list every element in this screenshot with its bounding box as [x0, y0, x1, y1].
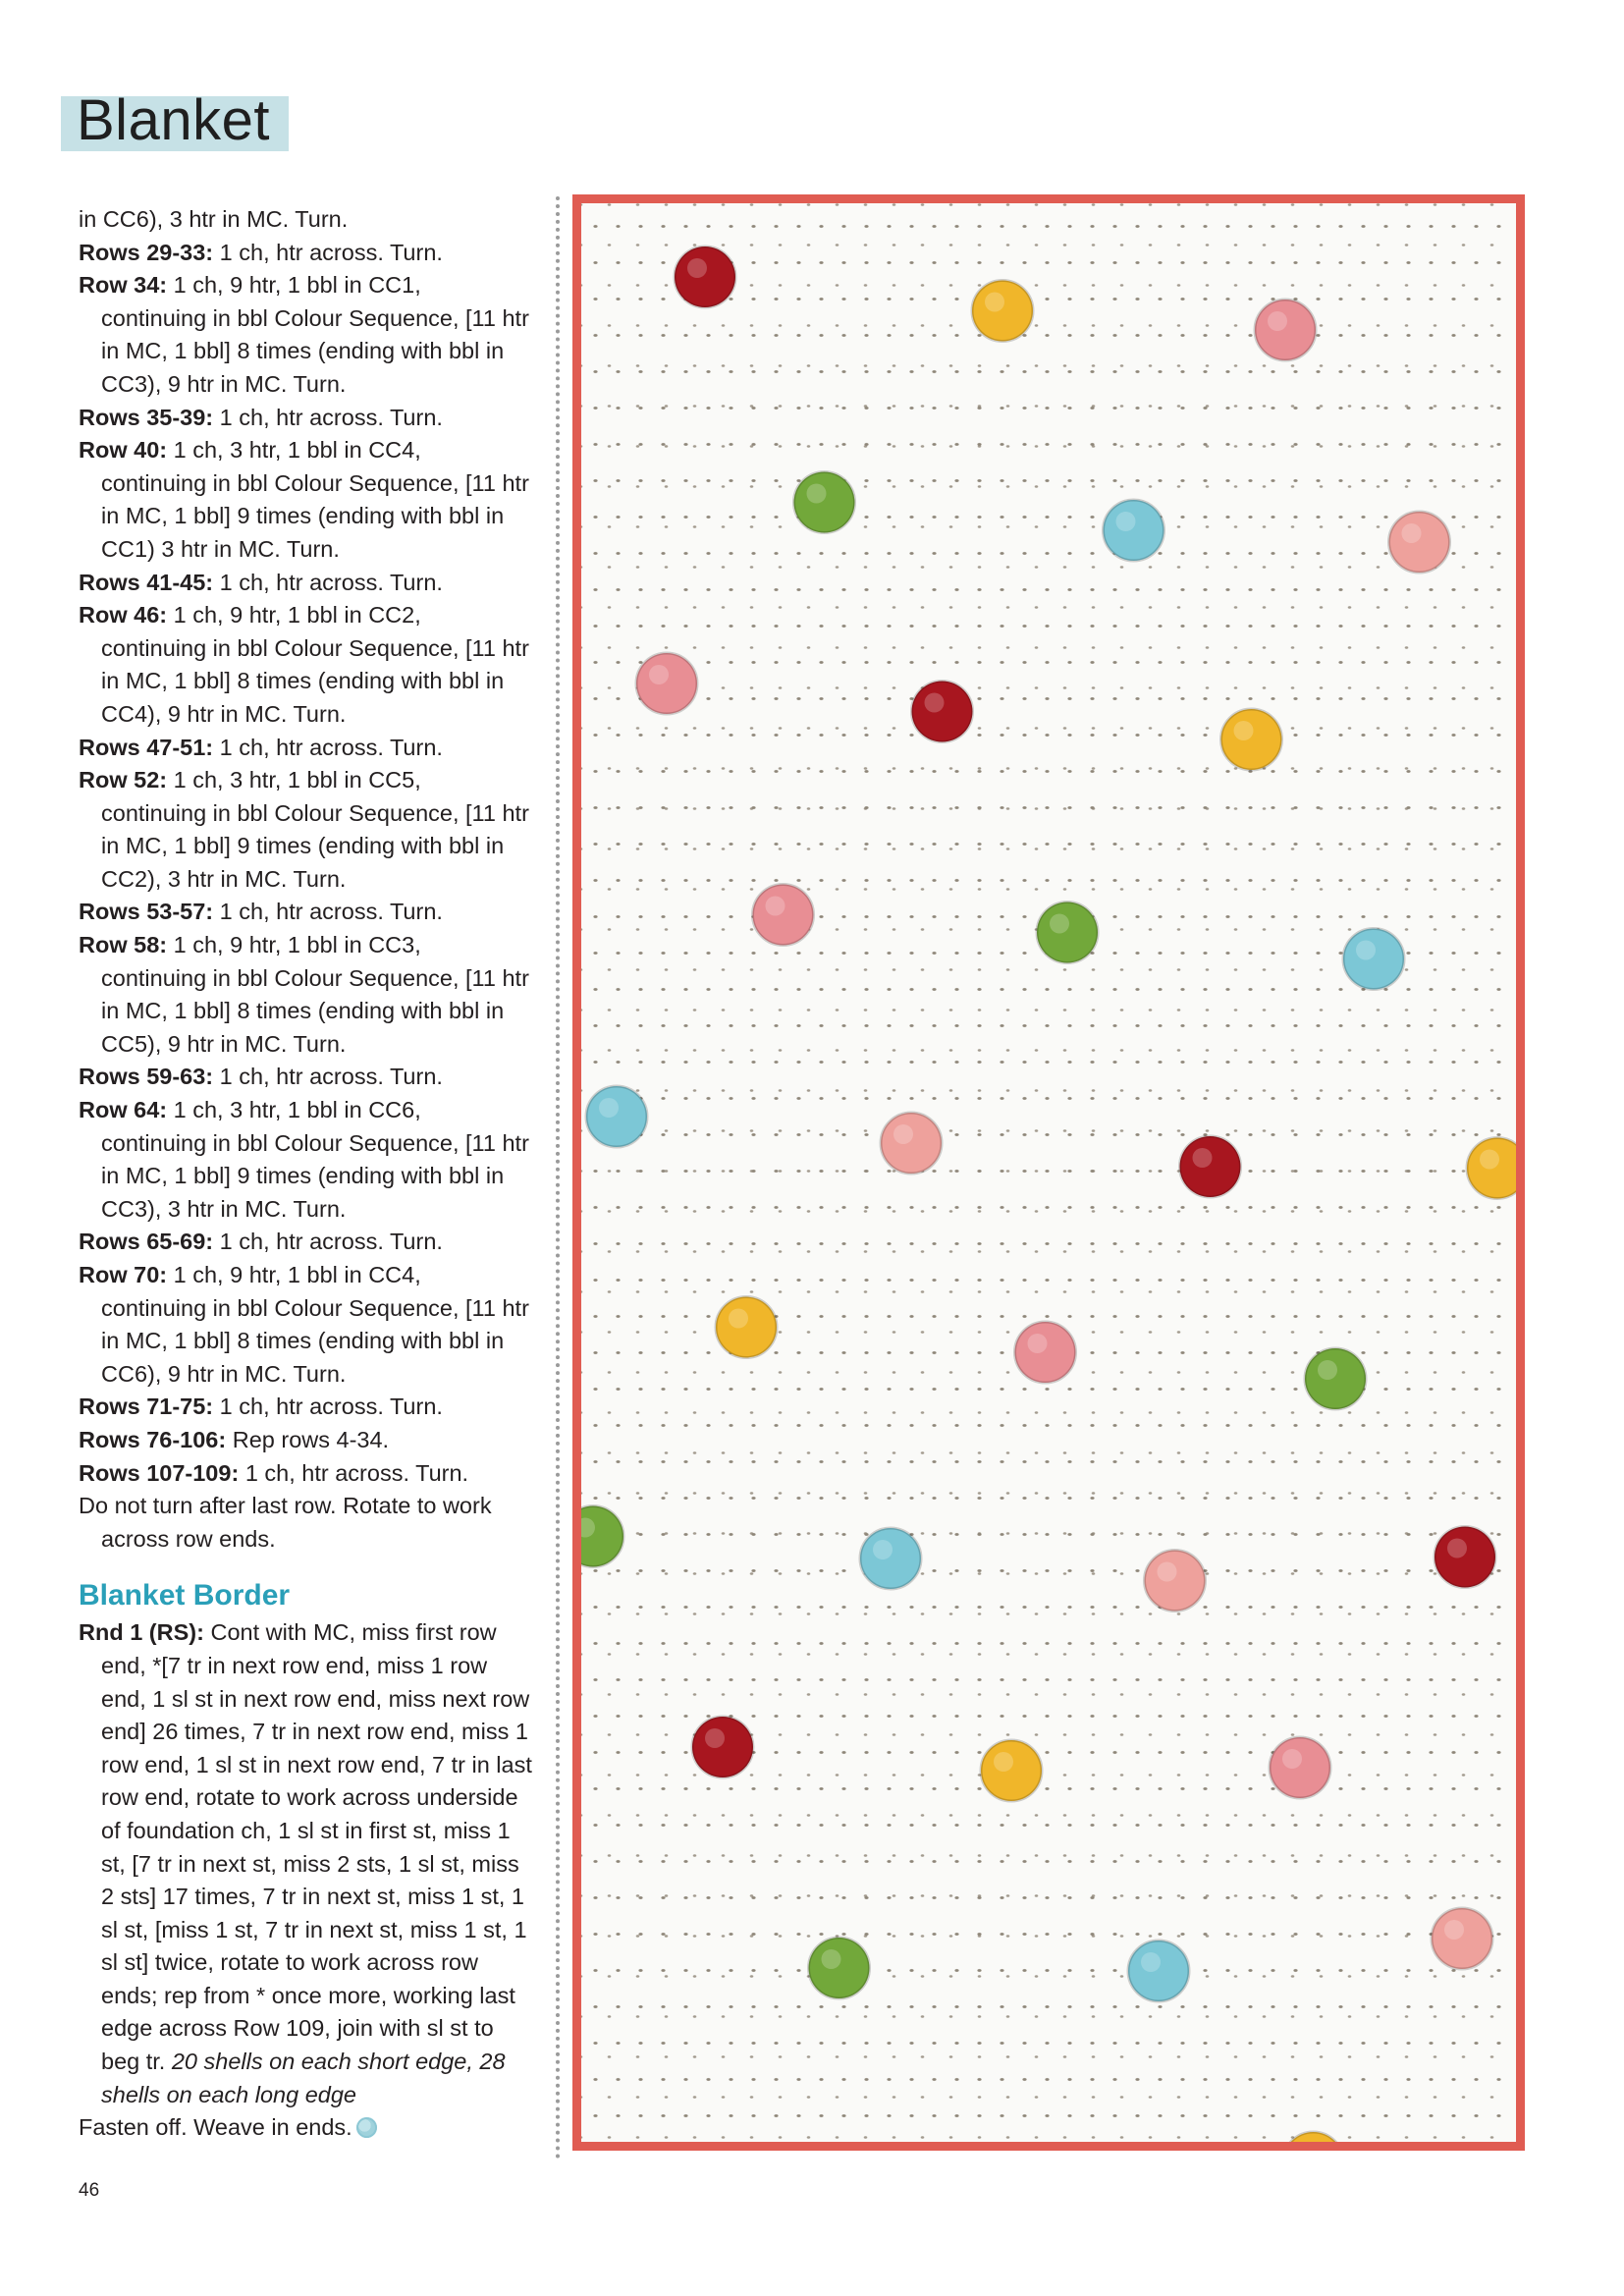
- bobble: [1128, 1941, 1189, 2001]
- instruction-row: [79, 434, 532, 566]
- bobble-highlight: [925, 693, 945, 713]
- row-label: Row 46:: [79, 602, 168, 629]
- bobble-highlight: [766, 897, 785, 916]
- row-label: Row 64:: [79, 1097, 168, 1123]
- bobble: [881, 1113, 942, 1174]
- row-label: Rows 47-51:: [79, 734, 214, 760]
- round-note: 20 shells on each short edge, 28 shells on each long edge: [101, 2049, 506, 2107]
- bobble: [981, 1740, 1042, 1801]
- row-text: 1 ch, 9 htr, 1 bbl in CC1, continuing in bbl Colour Sequence, [11 htr in MC, 1 bbl] 8 times (ending with bbl in CC3), 9 htr in MC. Turn.: [101, 272, 529, 397]
- bobble-highlight: [1356, 941, 1376, 960]
- row-text: 1 ch, 9 htr, 1 bbl in CC3, continuing in bbl Colour Sequence, [11 htr in MC, 1 bbl] 8 times (ending with bbl in CC5), 9 htr in MC. Turn.: [101, 932, 529, 1057]
- bobble-highlight: [1116, 512, 1136, 531]
- bobble-highlight: [729, 1309, 748, 1329]
- row-label: Row 34:: [79, 272, 168, 299]
- instruction-row: [79, 269, 532, 401]
- bobble-highlight: [599, 1098, 619, 1118]
- bobble-highlight: [649, 665, 669, 684]
- instruction-row: [79, 237, 532, 270]
- border-heading: Blanket Border: [79, 1579, 291, 1613]
- bobble-highlight: [1444, 1920, 1464, 1940]
- row-text: 1 ch, 9 htr, 1 bbl in CC4, continuing in bbl Colour Sequence, [11 htr in MC, 1 bbl] 8 times (ending with bbl in CC6), 9 htr in MC. Turn.: [101, 1262, 529, 1387]
- closing-note: Do not turn after last row. Rotate to work across row ends.: [79, 1493, 492, 1552]
- bobble-highlight: [1282, 1749, 1302, 1769]
- page-number: 46: [79, 2180, 100, 2201]
- bobble: [636, 653, 697, 714]
- row-label: Row 40:: [79, 437, 168, 464]
- row-text: 1 ch, htr across. Turn.: [219, 569, 443, 595]
- row-text: 1 ch, htr across. Turn.: [219, 1394, 443, 1420]
- instruction-row: [79, 1457, 532, 1491]
- bobble: [794, 472, 855, 533]
- bobble-highlight: [893, 1124, 913, 1144]
- photo-frame: [572, 194, 1525, 2151]
- row-label: Rows 65-69:: [79, 1229, 214, 1255]
- row-text: 1 ch, 3 htr, 1 bbl in CC4, continuing in bbl Colour Sequence, [11 htr in MC, 1 bbl] 9 times (ending with bbl in CC1) 3 htr in MC. Turn.: [101, 437, 529, 562]
- bobble: [1221, 709, 1282, 770]
- row-text: 1 ch, 9 htr, 1 bbl in CC2, continuing in bbl Colour Sequence, [11 htr in MC, 1 bbl] 8 times (ending with bbl in CC4), 9 htr in MC. Turn.: [101, 602, 529, 727]
- bobble-highlight: [1480, 1150, 1499, 1170]
- bobble-highlight: [1447, 1539, 1467, 1558]
- row-text: 1 ch, htr across. Turn.: [219, 1229, 443, 1255]
- column-divider: [556, 196, 560, 2160]
- row-text: 1 ch, htr across. Turn.: [219, 239, 443, 265]
- page-title: Blanket: [77, 88, 270, 152]
- row-text: 1 ch, htr across. Turn.: [219, 1064, 443, 1090]
- bobble: [1343, 929, 1404, 990]
- row-label: Rows 59-63:: [79, 1064, 214, 1090]
- instruction-row: [79, 929, 532, 1061]
- row-label: Row 52:: [79, 767, 168, 793]
- bobble-highlight: [1141, 1952, 1161, 1972]
- bobble-highlight: [1402, 523, 1422, 543]
- bobble: [716, 1297, 777, 1358]
- row-text: 1 ch, htr across. Turn.: [219, 404, 443, 430]
- bobble: [1435, 1527, 1495, 1588]
- bobble: [675, 246, 735, 307]
- bobble: [912, 682, 973, 742]
- bobble: [1270, 1737, 1330, 1798]
- round-text: Cont with MC, miss first row end, *[7 tr in next row end, miss 1 row end, 1 sl st in next row end, miss next row end] 26 times, 7 tr in next row end, miss 1 row end, 1 sl st in next row end, 7 tr in last row end, rotate to work across underside of foundation ch, 1 sl st in first st, miss 1 st, [7 tr in next st, miss 2 sts, 1 sl st, miss 2 sts] 17 times, 7 tr in next st, miss 1 st, 1 sl st, [miss 1 st, 7 tr in next st, miss 1 st, 1 sl st] twice, rotate to work across row ends; rep from * once more, working last edge across Row 109, join with sl st to beg tr.: [101, 1619, 532, 2075]
- bobble: [1389, 512, 1450, 573]
- bobble-group: [581, 246, 1516, 2142]
- bobble-highlight: [1158, 1562, 1177, 1582]
- bobble-highlight: [873, 1540, 893, 1559]
- row-text: 1 ch, htr across. Turn.: [219, 899, 443, 925]
- instruction-row: [79, 1391, 532, 1424]
- bobble-highlight: [985, 293, 1004, 312]
- instruction-row: [79, 732, 532, 765]
- row-text: in CC6), 3 htr in MC. Turn.: [79, 206, 349, 232]
- bobble-highlight: [1234, 721, 1254, 740]
- row-label: Row 58:: [79, 932, 168, 958]
- instruction-row: [79, 402, 532, 435]
- bobble-highlight: [822, 1949, 841, 1969]
- bobble-highlight: [1193, 1148, 1213, 1168]
- instruction-rows: [79, 203, 532, 1490]
- bobble: [972, 281, 1033, 342]
- instruction-row: [79, 1259, 532, 1391]
- row-label: Row 70:: [79, 1262, 168, 1287]
- bobble: [1037, 902, 1098, 963]
- row-label: Rows 76-106:: [79, 1426, 227, 1452]
- row-text: 1 ch, htr across. Turn.: [219, 734, 443, 760]
- border-round: [79, 1616, 532, 2111]
- bobble-highlight: [705, 1728, 725, 1748]
- bobble: [1015, 1322, 1076, 1383]
- row-label: Rows 41-45:: [79, 569, 214, 595]
- bobble-highlight: [1028, 1334, 1048, 1353]
- row-text: 1 ch, 3 htr, 1 bbl in CC5, continuing in bbl Colour Sequence, [11 htr in MC, 1 bbl] 9 times (ending with bbl in CC2), 3 htr in MC. Turn.: [101, 767, 529, 892]
- instruction-row: [79, 764, 532, 896]
- instruction-row: [79, 1226, 532, 1259]
- bobble-highlight: [1050, 914, 1069, 934]
- bobble: [1305, 1348, 1366, 1409]
- bobble-highlight: [994, 1752, 1013, 1772]
- instruction-row: [79, 1094, 532, 1226]
- bobble: [809, 1938, 870, 1998]
- row-label: Rows 107-109:: [79, 1459, 240, 1486]
- instruction-row: [79, 896, 532, 929]
- bobble: [1283, 2132, 1344, 2142]
- bobble: [860, 1528, 921, 1589]
- row-label: Rows 35-39:: [79, 404, 214, 430]
- bobble-highlight: [807, 484, 827, 504]
- row-text: 1 ch, 3 htr, 1 bbl in CC6, continuing in bbl Colour Sequence, [11 htr in MC, 1 bbl] 9 times (ending with bbl in CC3), 3 htr in MC. Turn.: [101, 1097, 529, 1222]
- bobble: [1255, 300, 1316, 360]
- row-text: 1 ch, htr across. Turn.: [244, 1459, 469, 1486]
- fasten-off: [79, 2111, 532, 2145]
- bobble: [1145, 1551, 1206, 1612]
- bobble: [1104, 500, 1164, 561]
- row-label: Rows 29-33:: [79, 239, 214, 265]
- bobble: [753, 885, 814, 946]
- bobble-highlight: [1318, 1360, 1337, 1380]
- instruction-row: [79, 1061, 532, 1094]
- spacer: [79, 1556, 532, 1570]
- instruction-row: [79, 599, 532, 731]
- row-label: Rows 71-75:: [79, 1394, 214, 1420]
- instruction-row: [79, 203, 532, 237]
- round-label: Rnd 1 (RS):: [79, 1619, 204, 1646]
- bobble: [1180, 1136, 1241, 1197]
- fasten-text: Fasten off. Weave in ends.: [79, 2114, 352, 2141]
- row-label: Rows 53-57:: [79, 899, 214, 925]
- instruction-row: [79, 1424, 532, 1457]
- bobble-highlight: [1268, 311, 1287, 331]
- bobble-blanket-photo: [581, 203, 1516, 2142]
- bobble-highlight: [687, 258, 707, 278]
- row-text: Rep rows 4-34.: [232, 1426, 390, 1452]
- bobble: [586, 1086, 647, 1147]
- bobble: [692, 1717, 753, 1777]
- bobbles: [581, 203, 1516, 2142]
- bobble: [1432, 1908, 1492, 1969]
- instructions-column: [79, 203, 532, 2145]
- yarn-ball-icon: [356, 2117, 377, 2138]
- instruction-row: [79, 567, 532, 600]
